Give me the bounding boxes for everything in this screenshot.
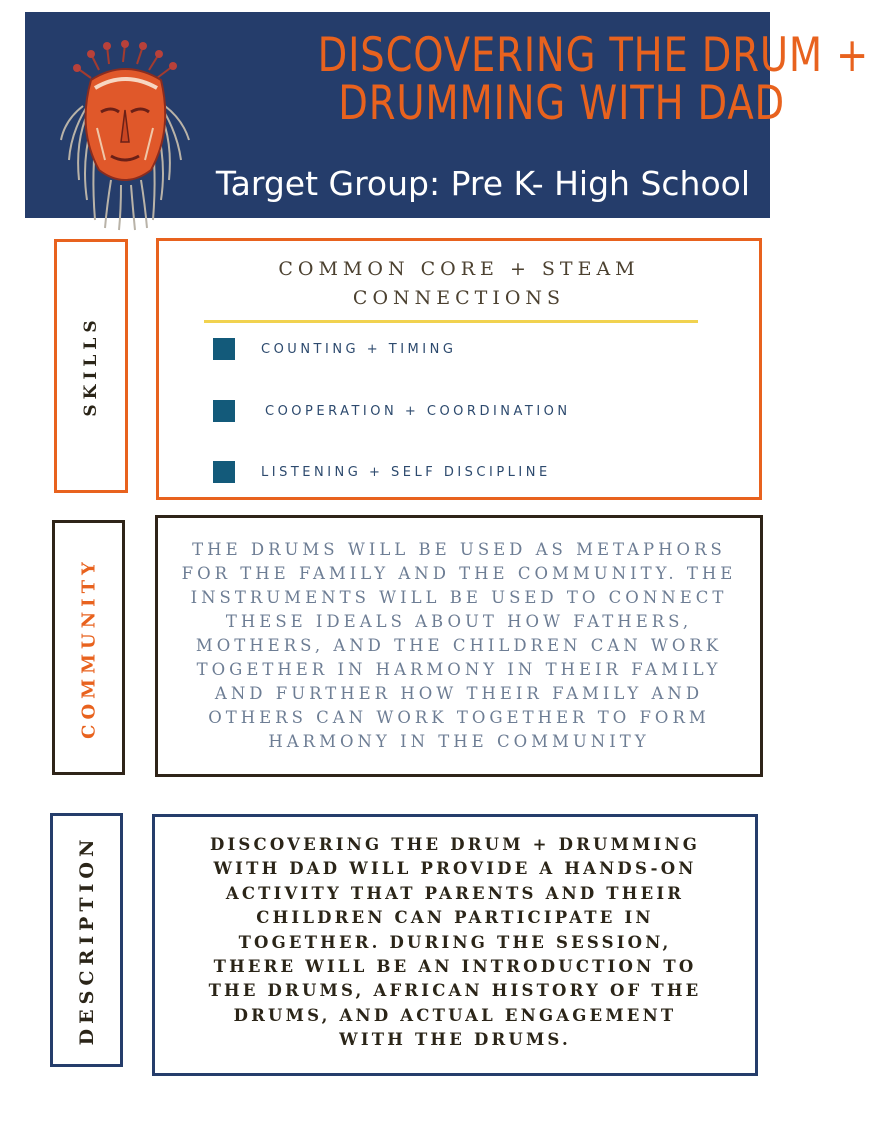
description-line: CHILDREN CAN PARTICIPATE IN — [256, 908, 654, 928]
community-line: FOR THE FAMILY AND THE COMMUNITY. THE — [181, 564, 737, 583]
skill-item — [213, 338, 456, 360]
header-banner — [25, 12, 869, 218]
community-line: THESE IDEALS ABOUT HOW FATHERS, — [225, 612, 693, 631]
description-line: THERE WILL BE AN INTRODUCTION TO — [213, 957, 697, 977]
description-line: DISCOVERING THE DRUM + DRUMMING — [209, 835, 701, 854]
community-panel — [155, 515, 763, 777]
community-side-label: COMMUNITY — [78, 556, 99, 739]
title-line: DISCOVERING THE DRUM + — [317, 28, 869, 83]
skill-item-label: COUNTING + TIMING — [261, 341, 457, 357]
square-bullet-icon — [213, 338, 235, 360]
skills-heading-line: COMMON CORE + STEAM — [278, 258, 640, 280]
description-panel — [152, 814, 758, 1076]
community-text — [158, 538, 760, 754]
page-title — [317, 28, 869, 131]
skill-item-label: LISTENING + SELF DISCIPLINE — [261, 464, 551, 480]
community-line: THE DRUMS WILL BE USED AS METAPHORS — [192, 540, 726, 559]
description-text — [155, 833, 755, 1053]
description-line: DRUMS, AND ACTUAL ENGAGEMENT — [233, 1005, 677, 1025]
skill-item-label: COOPERATION + COORDINATION — [265, 403, 571, 419]
description-side-label: DESCRIPTION — [75, 834, 98, 1046]
target-group: Target Group: Pre K- High School — [215, 164, 750, 203]
title-line: DRUMMING WITH DAD — [338, 76, 785, 131]
community-side-label-box — [52, 520, 125, 775]
description-line: ACTIVITY THAT PARENTS AND THEIR — [225, 883, 685, 903]
skill-item — [213, 400, 571, 422]
heading-divider — [204, 320, 698, 323]
description-line: TOGETHER. DURING THE SESSION, — [238, 932, 672, 952]
community-line: TOGETHER IN HARMONY IN THEIR FAMILY — [196, 660, 722, 679]
community-line: INSTRUMENTS WILL BE USED TO CONNECT — [190, 588, 728, 607]
description-side-label-box — [50, 813, 123, 1067]
description-line: THE DRUMS, AFRICAN HISTORY OF THE — [208, 981, 702, 1001]
square-bullet-icon — [213, 461, 235, 483]
community-line: OTHERS CAN WORK TOGETHER TO FORM — [208, 708, 710, 727]
description-line: WITH DAD WILL PROVIDE A HANDS-ON — [213, 859, 697, 879]
community-line: HARMONY IN THE COMMUNITY — [268, 732, 650, 751]
square-bullet-icon — [213, 400, 235, 422]
skill-item — [213, 461, 551, 483]
description-line: WITH THE DRUMS. — [339, 1030, 571, 1050]
skills-panel — [156, 238, 762, 500]
skills-side-label-box — [54, 239, 128, 493]
skills-heading — [159, 255, 759, 313]
african-mask-icon — [61, 40, 191, 232]
skills-heading-line: CONNECTIONS — [352, 287, 566, 309]
community-line: AND FURTHER HOW THEIR FAMILY AND — [214, 684, 704, 703]
skills-side-label: SKILLS — [81, 315, 101, 417]
community-line: MOTHERS, AND THE CHILDREN CAN WORK — [195, 636, 723, 655]
